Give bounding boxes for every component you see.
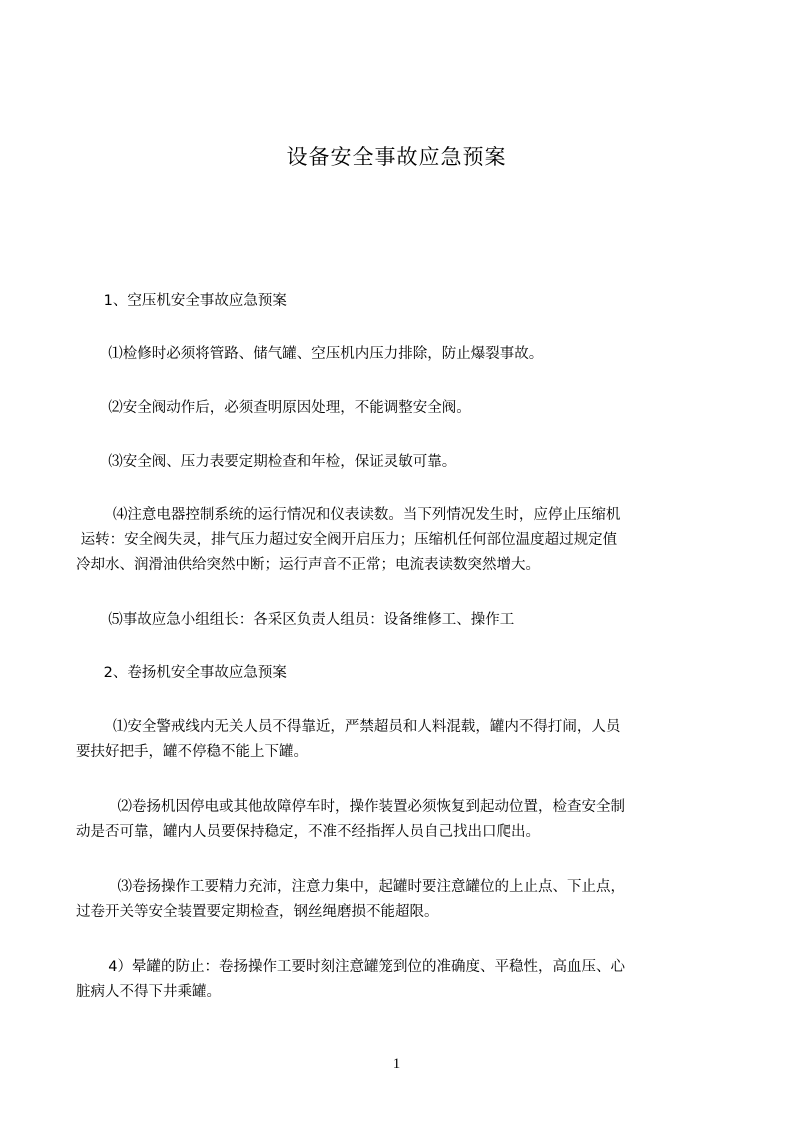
document-title: 设备安全事故应急预案 — [286, 145, 507, 169]
page-number: 1 — [392, 1056, 401, 1072]
paragraph-2-3: ⑶卷扬操作工要精力充沛，注意力集中，起罐时要注意罐位的上止点、下止点， 过卷开关等安全装置要定期检查，钢丝绳磨损不能超限。 — [76, 879, 625, 920]
paragraph-1-2: ⑵安全阀动作后，必须查明原因处理，不能调整安全阀。 — [76, 400, 471, 416]
paragraph-2-4: 4）晕罐的防止：卷扬操作工要时刻注意罐笼到位的准确度、平稳性，高血压、心 脏病人不得下井乘罐。 — [76, 959, 625, 1000]
paragraph-1-5: ⑸事故应急小组组长：各采区负责人组员：设备维修工、操作工 — [76, 612, 515, 628]
paragraph-2-2: ⑵卷扬机因停电或其他故障停车时，操作装置必须恢复到起动位置，检查安全制 动是否可靠，罐内人员要保持稳定，不准不经指挥人员自己找出口爬出。 — [76, 799, 625, 840]
paragraph-2-1: ⑴安全警戒线内无关人员不得靠近，严禁超员和人料混载，罐内不得打闹，人员 要扶好把手，罐不停稳不能上下罐。 — [76, 719, 621, 760]
paragraph-1-4: ⑷注意电器控制系统的运行情况和仪表读数。当下列情况发生时，应停止压缩机 运转：安全阀失灵，排气压力超过安全阀开启压力；压缩机任何部位温度超过规定值 冷却水、润滑油供给突然中断；运行声音不正常；电流表读数突然增大。 — [76, 507, 621, 573]
heading-hoist: 2、卷扬机安全事故应急预案 — [76, 665, 287, 681]
heading-air-compressor: 1、空压机安全事故应急预案 — [76, 293, 287, 309]
paragraph-1-1: ⑴检修时必须将管路、储气罐、空压机内压力排除，防止爆裂事故。 — [76, 346, 544, 362]
paragraph-1-3: ⑶安全阀、压力表要定期检查和年检，保证灵敏可靠。 — [76, 454, 457, 470]
